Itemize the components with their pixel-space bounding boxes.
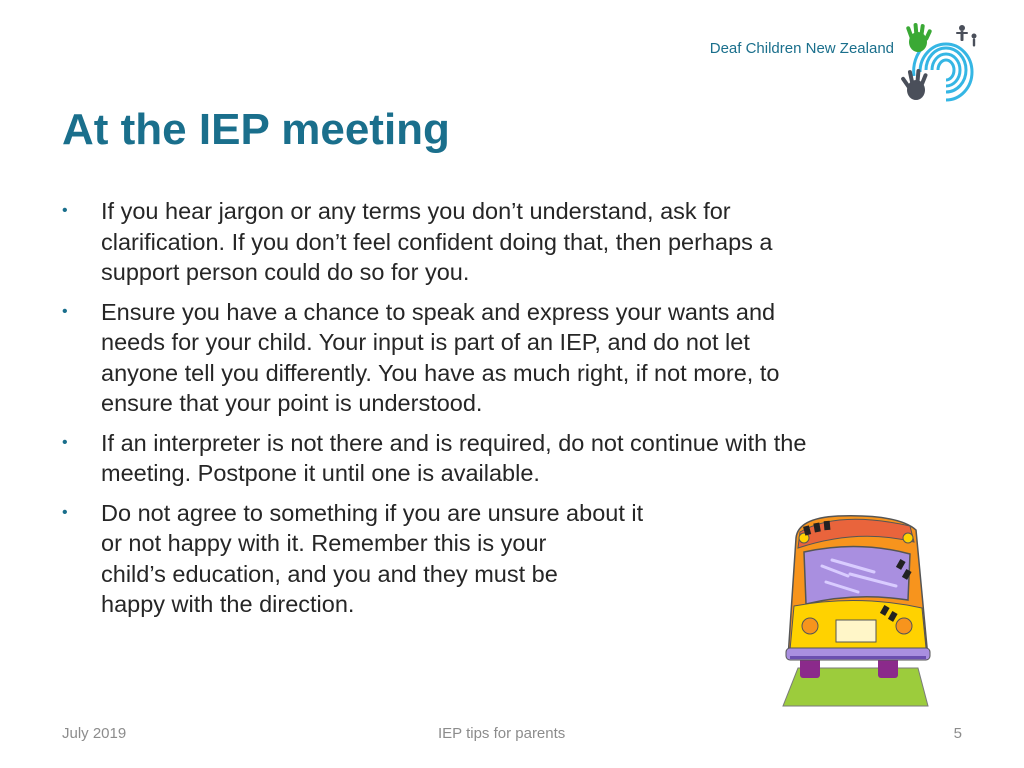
- bullet-item: [62, 428, 962, 489]
- bullet-text: If you hear jargon or any terms you don’t understand, ask for clarification. If you don’t feel confident doing that, then perhaps a support person could do so for you.: [101, 198, 773, 285]
- bullet-marker: •: [62, 433, 68, 451]
- bullet-item: [62, 196, 962, 288]
- footer-date: July 2019: [62, 725, 127, 742]
- page-number: 5: [953, 725, 962, 742]
- bullet-marker: •: [62, 503, 68, 521]
- school-bus-icon: [778, 508, 938, 708]
- bullet-text: If an interpreter is not there and is required, do not continue with the meeting. Postpone it until one is available.: [101, 429, 807, 486]
- hands-fingerprint-logo-icon: [896, 20, 986, 115]
- org-name: Deaf Children New Zealand: [709, 40, 894, 57]
- bullet-text: Ensure you have a chance to speak and express your wants and needs for your child. Your input is part of an IEP, and do not let anyone tell you differently. You have as much right, if not more, to ensure that your point is understood.: [101, 298, 780, 416]
- bullet-text: Do not agree to something if you are unsure about it or not happy with it. Remember this is your child’s education, and you and they must be happy with the direction.: [101, 499, 644, 617]
- footer-title: IEP tips for parents: [438, 725, 566, 742]
- page-title: At the IEP meeting: [62, 105, 450, 154]
- bullet-item: [62, 297, 962, 419]
- bullet-marker: •: [62, 302, 68, 320]
- bullet-marker: •: [62, 202, 68, 219]
